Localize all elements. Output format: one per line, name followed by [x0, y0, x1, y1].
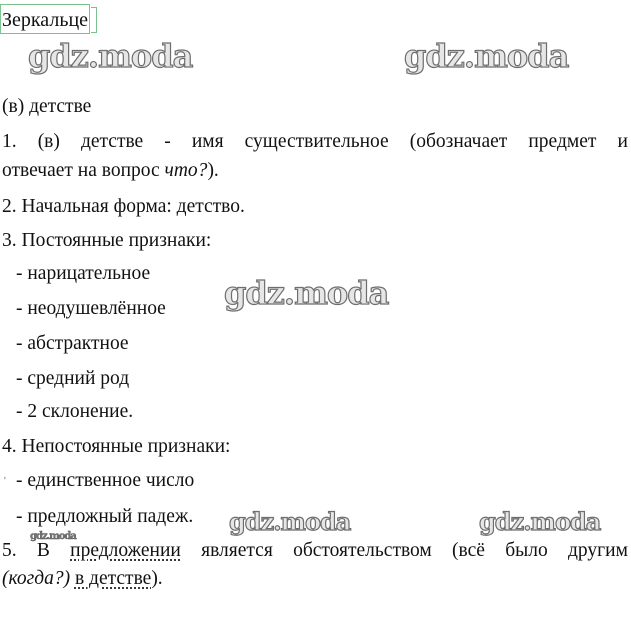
watermark-top-right: gdz.moda [404, 37, 569, 75]
item1-word: - [164, 131, 171, 152]
item5-line-b-tail: ). [151, 568, 163, 589]
item5-word: было [505, 540, 548, 561]
constant-feature: - нарицательное [16, 263, 151, 284]
item5-word: является [201, 540, 273, 561]
item5-line-a [2, 538, 628, 564]
watermark-top-left: gdz.moda [28, 37, 193, 75]
item1-word: существительное [244, 131, 389, 152]
header-word-box-tail [91, 7, 97, 33]
item1-word: (обозначает [409, 131, 508, 152]
watermark-center: gdz.moda [224, 274, 389, 312]
constant-feature: - неодушевлённое [16, 298, 166, 319]
item1-word: (в) [37, 131, 60, 152]
item1-question: что? [164, 160, 208, 181]
variable-feature: - единственное число [16, 470, 195, 491]
item5-word: другим [568, 540, 628, 561]
watermark-small: gdz.moda [30, 531, 76, 542]
item5-word: (всё [452, 540, 485, 561]
item5-word: 5. [2, 540, 17, 561]
item5-adverbial-phrase: в детстве [74, 568, 152, 589]
item5-question: (когда?) [2, 568, 71, 589]
item5-word-predicate: предложении [70, 540, 181, 561]
item1-line-b-tail: ). [207, 160, 219, 181]
item4: 4. Непостоянные признаки: [2, 436, 231, 457]
item1-line-b [2, 158, 219, 184]
item1-word: детстве [80, 131, 144, 152]
constant-feature: - абстрактное [16, 333, 129, 354]
item1-word: 1. [2, 131, 17, 152]
item5-line-b [2, 566, 163, 592]
watermark-bottom-right: gdz.moda [479, 507, 601, 536]
item1-word: предмет [528, 131, 597, 152]
header-word: Зеркальце [2, 9, 89, 31]
watermark-bottom-center: gdz.moda [229, 507, 351, 536]
constant-feature: - 2 склонение. [16, 401, 134, 422]
item2: 2. Начальная форма: детство. [2, 196, 245, 217]
item1-line-b-text: отвечает на вопрос [2, 160, 165, 181]
item5-word: В [36, 540, 50, 561]
scan-speck: ' [4, 476, 6, 487]
variable-feature: - предложный падеж. [16, 506, 194, 527]
heading: (в) детстве [2, 96, 92, 117]
constant-feature: - средний род [16, 368, 130, 389]
item1-line-a [2, 129, 628, 155]
item3: 3. Постоянные признаки: [2, 230, 212, 251]
item1-word: и [617, 131, 628, 152]
header-word-box[interactable] [0, 4, 90, 34]
item1-word: имя [191, 131, 224, 152]
item5-word: обстоятельством [293, 540, 432, 561]
